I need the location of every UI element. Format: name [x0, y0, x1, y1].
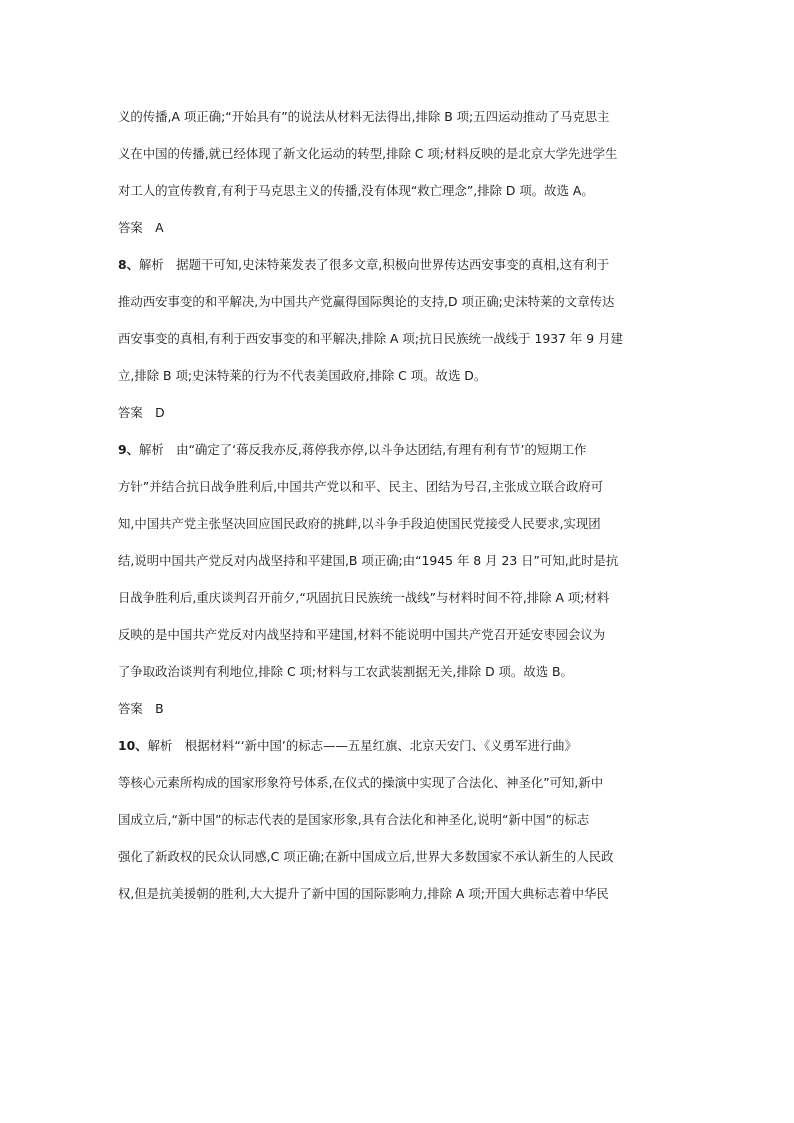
text-line: 立,排除 B 项;史沫特莱的行为不代表美国政府,排除 C 项。故选 D。: [118, 368, 487, 383]
question-text: 解析 由“确定了‘蒋反我亦反,蒋停我亦停,以斗争达团结,有理有利有节’的短期工作: [139, 442, 587, 457]
text-line: 国成立后,“新中国”的标志代表的是国家形象,具有合法化和神圣化,说明“新中国”的标志: [118, 812, 590, 827]
question-text: 解析 据题干可知,史沫特莱发表了很多文章,积极向世界传达西安事变的真相,这有利于: [139, 257, 610, 272]
question-number: 8、: [118, 257, 140, 272]
document-page: [118, 98, 680, 912]
question-line: [118, 246, 680, 283]
text-line: 义在中国的传播,就已经体现了新文化运动的转型,排除 C 项;材料反映的是北京大学先进学生: [118, 146, 618, 161]
answer-line: [118, 209, 680, 246]
text-line: 了争取政治谈判有利地位,排除 C 项;材料与工农武装割据无关,排除 D 项。故选 B。: [118, 664, 573, 679]
question-number: 10、: [118, 738, 148, 753]
text-line: 等核心元素所构成的国家形象符号体系,在仪式的操演中实现了合法化、神圣化”可知,新中: [118, 775, 604, 790]
answer-text: 答案 A: [118, 220, 164, 235]
question-line: [118, 727, 680, 764]
answer-line: [118, 690, 680, 727]
text-line: 对工人的宣传教育,有利于马克思主义的传播,没有体现“救亡理念”,排除 D 项。故选 A。: [118, 183, 594, 198]
text-line: 知,中国共产党主张坚决回应国民政府的挑衅,以斗争手段迫使国民党接受人民要求,实现团: [118, 516, 601, 531]
text-line: 西安事变的真相,有利于西安事变的和平解决,排除 A 项;抗日民族统一战线于 1937 年 9 月建: [118, 331, 623, 346]
text-line: 日战争胜利后,重庆谈判召开前夕,“巩固抗日民族统一战线”与材料时间不符,排除 A 项;材料: [118, 590, 610, 605]
text-line: 方针”并结合抗日战争胜利后,中国共产党以和平、民主、团结为号召,主张成立联合政府可: [118, 479, 604, 494]
text-line: 结,说明中国共产党反对内战坚持和平建国,B 项正确;由“1945 年 8 月 23 日”可知,此时是抗: [118, 553, 619, 568]
text-line: 反映的是中国共产党反对内战坚持和平建国,材料不能说明中国共产党召开延安枣园会议为: [118, 627, 606, 642]
answer-text: 答案 B: [118, 701, 164, 716]
answer-text: 答案 D: [118, 405, 165, 420]
text-line: 推动西安事变的和平解决,为中国共产党赢得国际舆论的支持,D 项正确;史沫特莱的文章传达: [118, 294, 615, 309]
answer-line: [118, 394, 680, 431]
text-line: 强化了新政权的民众认同感,C 项正确;在新中国成立后,世界大多数国家不承认新生的人民政: [118, 849, 614, 864]
question-number: 9、: [118, 442, 140, 457]
question-line: [118, 431, 680, 468]
question-text: 解析 根据材料“‘新中国’的标志——五星红旗、北京天安门、《义勇军进行曲》: [147, 738, 578, 753]
text-line: 权,但是抗美援朝的胜利,大大提升了新中国的国际影响力,排除 A 项;开国大典标志着中华民: [118, 886, 609, 901]
text-line: 义的传播,A 项正确;“开始具有”的说法从材料无法得出,排除 B 项;五四运动推动了马克思主: [118, 109, 610, 124]
